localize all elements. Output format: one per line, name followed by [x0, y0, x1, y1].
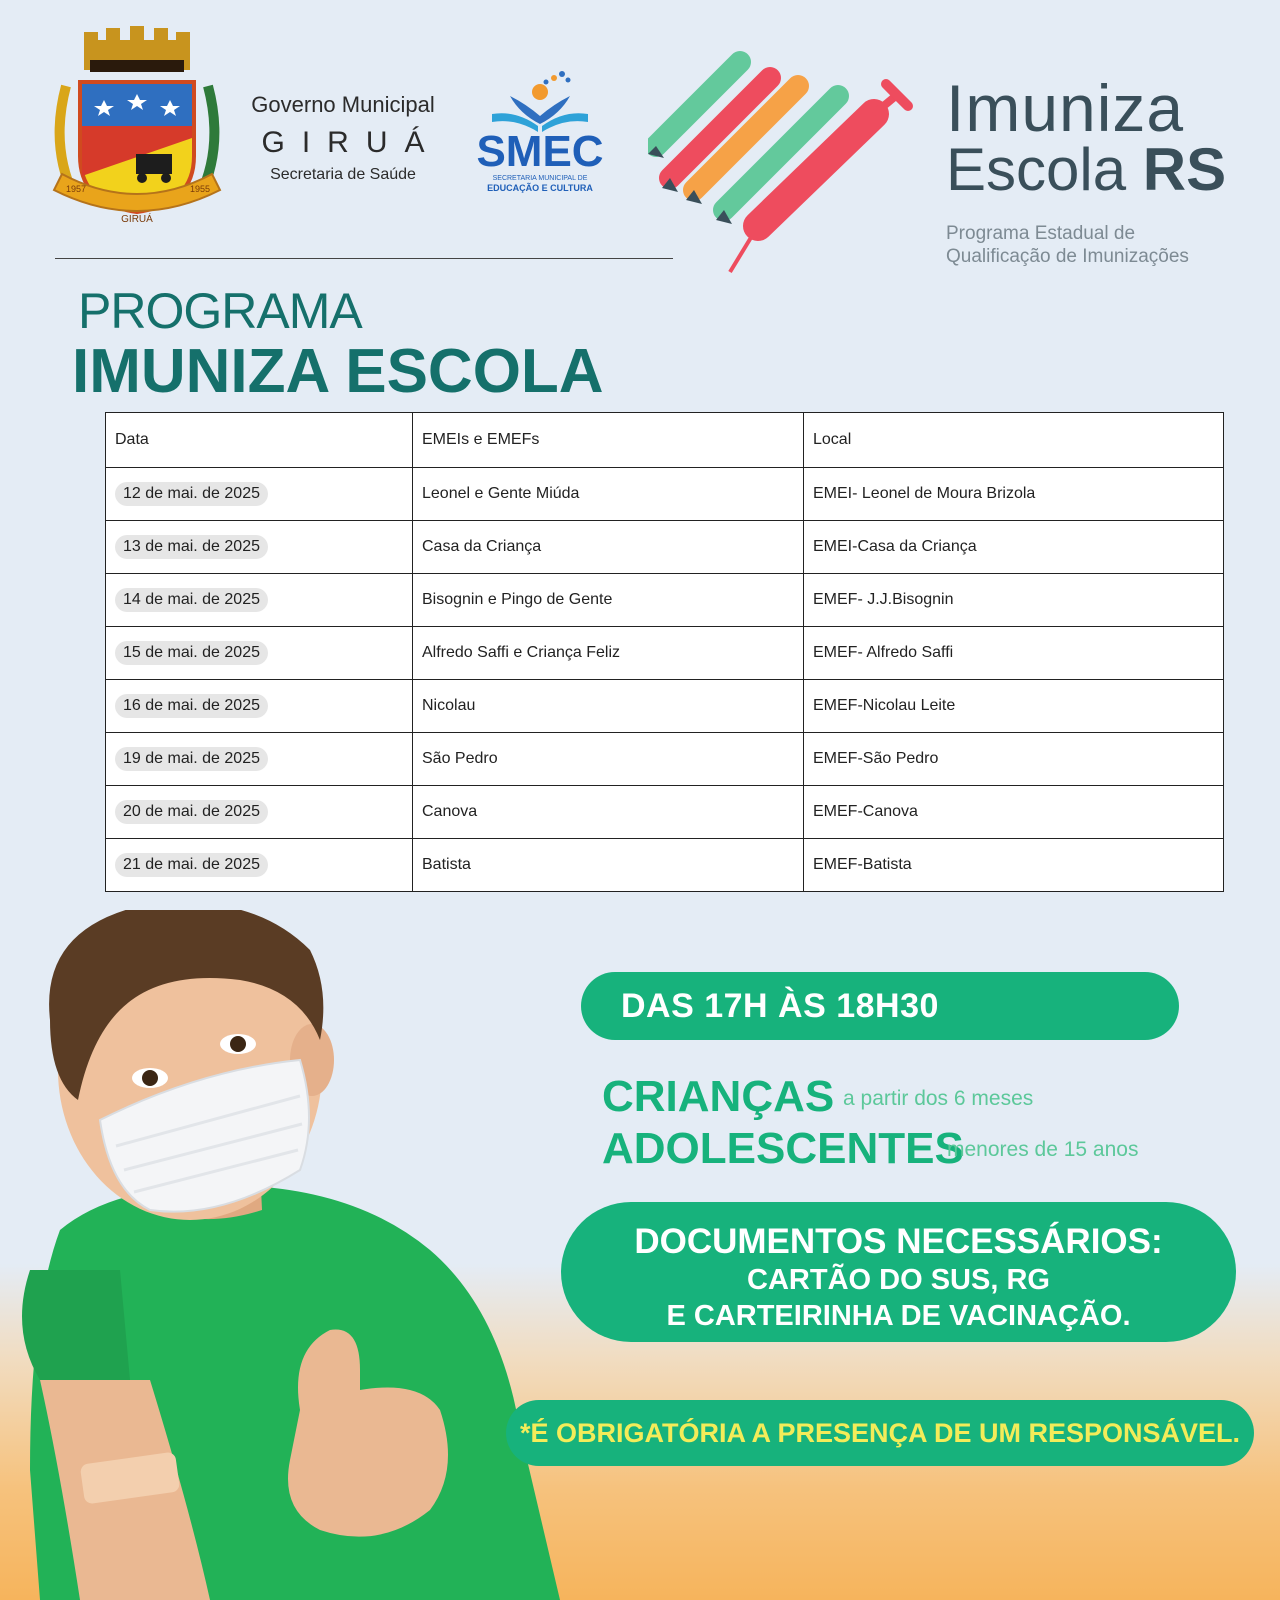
location-cell: EMEF- J.J.Bisognin	[804, 574, 1224, 627]
coat-city-label: GIRUÁ	[121, 214, 153, 225]
schools-cell: Bisognin e Pingo de Gente	[413, 574, 804, 627]
escola-rs-wordmark	[946, 136, 1227, 203]
smec-logo	[470, 70, 610, 198]
imuniza-escola-rs-logo	[946, 71, 1227, 268]
header-location: Local	[804, 413, 1224, 468]
imuniza-sub-line2: Qualificação de Imunizações	[946, 246, 1189, 267]
table-row	[106, 468, 1224, 521]
header-divider	[55, 258, 673, 259]
header-schools: EMEIs e EMEFs	[413, 413, 804, 468]
coat-year-right: 1955	[190, 184, 211, 194]
date-chip: 20 de mai. de 2025	[115, 800, 268, 824]
schools-cell: Casa da Criança	[413, 521, 804, 574]
table-row	[106, 733, 1224, 786]
location-cell: EMEF-Batista	[804, 839, 1224, 892]
date-cell	[106, 574, 413, 627]
gov-title: Governo Municipal	[251, 92, 435, 117]
schools-cell: Batista	[413, 839, 804, 892]
documents-title: DOCUMENTOS NECESSÁRIOS:	[634, 1222, 1163, 1261]
date-cell	[106, 680, 413, 733]
location-cell: EMEF-São Pedro	[804, 733, 1224, 786]
table-header-row	[106, 413, 1224, 468]
schedule-table	[105, 412, 1224, 892]
time-banner: DAS 17H ÀS 18H30	[581, 972, 1179, 1040]
location-cell: EMEI-Casa da Criança	[804, 521, 1224, 574]
table-row	[106, 627, 1224, 680]
escola-word: Escola	[946, 136, 1127, 203]
documents-line2: E CARTEIRINHA DE VACINAÇÃO.	[666, 1300, 1131, 1332]
city-name: GIRUÁ	[261, 126, 442, 159]
date-cell	[106, 733, 413, 786]
location-cell: EMEF- Alfredo Saffi	[804, 627, 1224, 680]
location-cell: EMEF-Nicolau Leite	[804, 680, 1224, 733]
location-cell: EMEI- Leonel de Moura Brizola	[804, 468, 1224, 521]
pencils-syringe-illustration	[648, 50, 918, 280]
government-block	[238, 92, 448, 184]
date-cell	[106, 627, 413, 680]
header-date: Data	[106, 413, 413, 468]
coat-year-left: 1957	[66, 184, 87, 194]
imuniza-subtitle	[946, 222, 1226, 268]
date-chip: 14 de mai. de 2025	[115, 588, 268, 612]
documents-line1: CARTÃO DO SUS, RG	[747, 1264, 1050, 1296]
schools-cell: Nicolau	[413, 680, 804, 733]
schools-cell: São Pedro	[413, 733, 804, 786]
documents-banner	[561, 1202, 1236, 1342]
table-row	[106, 680, 1224, 733]
date-chip: 15 de mai. de 2025	[115, 641, 268, 665]
audience-teens: ADOLESCENTES	[602, 1124, 964, 1173]
audience-teens-note: menores de 15 anos	[947, 1138, 1139, 1161]
table-row	[106, 574, 1224, 627]
smec-sub2: EDUCAÇÃO E CULTURA	[487, 183, 593, 193]
smec-sub1: SECRETARIA MUNICIPAL DE	[492, 175, 588, 182]
schools-cell: Leonel e Gente Miúda	[413, 468, 804, 521]
program-title: IMUNIZA ESCOLA	[72, 337, 604, 406]
rs-word: RS	[1142, 136, 1227, 203]
secretariat-name: Secretaria de Saúde	[270, 166, 416, 183]
program-label: PROGRAMA	[78, 283, 362, 339]
audience-children-note: a partir dos 6 meses	[843, 1087, 1034, 1110]
table-row	[106, 839, 1224, 892]
date-cell	[106, 468, 413, 521]
schools-cell: Alfredo Saffi e Criança Feliz	[413, 627, 804, 680]
schools-cell: Canova	[413, 786, 804, 839]
smec-wordmark: SMEC	[476, 127, 604, 176]
date-chip: 16 de mai. de 2025	[115, 694, 268, 718]
date-chip: 12 de mai. de 2025	[115, 482, 268, 506]
date-cell	[106, 786, 413, 839]
girua-coat-of-arms-logo	[44, 26, 230, 232]
date-chip: 19 de mai. de 2025	[115, 747, 268, 771]
responsible-notice: *É OBRIGATÓRIA A PRESENÇA DE UM RESPONSÁVEL.	[506, 1400, 1254, 1466]
table-row	[106, 786, 1224, 839]
imuniza-sub-line1: Programa Estadual de	[946, 223, 1136, 244]
date-cell	[106, 521, 413, 574]
date-chip: 21 de mai. de 2025	[115, 853, 268, 877]
imuniza-wordmark: Imuniza	[946, 71, 1185, 145]
masked-child-thumbs-up-image	[0, 910, 600, 1600]
date-cell	[106, 839, 413, 892]
table-row	[106, 521, 1224, 574]
location-cell: EMEF-Canova	[804, 786, 1224, 839]
audience-children: CRIANÇAS	[602, 1072, 835, 1121]
date-chip: 13 de mai. de 2025	[115, 535, 268, 559]
